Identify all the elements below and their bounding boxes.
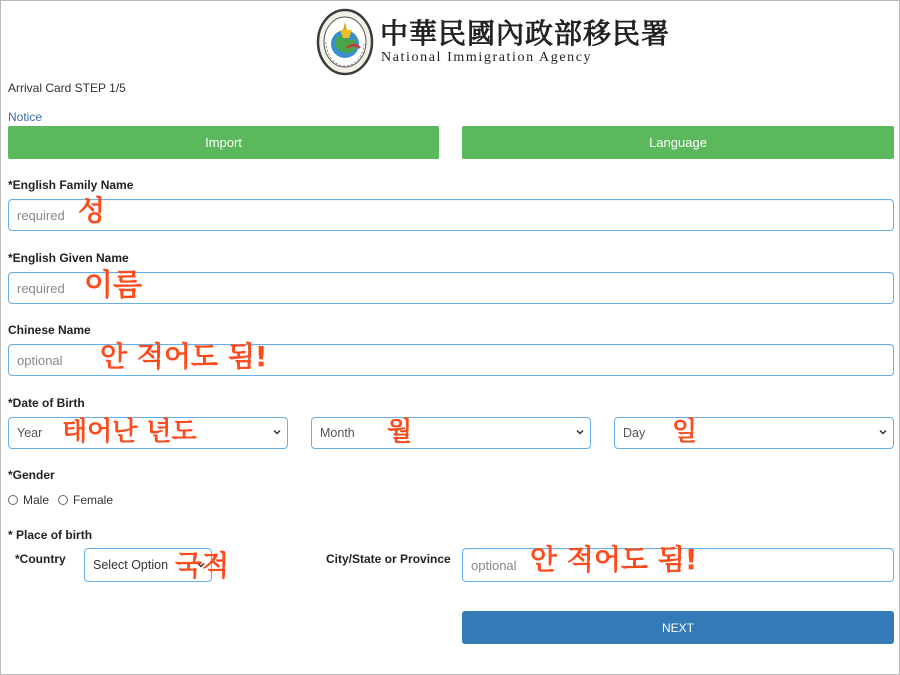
agency-logo-icon <box>316 8 374 76</box>
country-value: Select Option <box>93 558 169 572</box>
dob-label: *Date of Birth <box>8 396 85 410</box>
dob-year-value: Year <box>17 426 43 440</box>
import-button[interactable]: Import <box>8 126 439 159</box>
chevron-down-icon <box>575 427 585 437</box>
family-name-input[interactable] <box>8 194 894 231</box>
language-button[interactable]: Language <box>462 126 894 159</box>
country-annotation: 국적 <box>175 549 230 582</box>
gender-label: *Gender <box>8 468 55 482</box>
family-name-annotation: 성 <box>78 194 106 227</box>
gender-male-label: Male <box>23 493 50 507</box>
gender-male-radio[interactable] <box>8 495 18 505</box>
dob-month-select[interactable] <box>311 417 591 449</box>
chinese-name-annotation: 안 적어도 됨! <box>100 340 268 373</box>
chevron-down-icon <box>272 427 282 437</box>
gender-female-label: Female <box>73 493 114 507</box>
family-name-placeholder: required <box>17 207 65 223</box>
next-button[interactable]: NEXT <box>462 611 894 644</box>
given-name-label: *English Given Name <box>8 251 129 265</box>
dob-day-annotation: 일 <box>672 417 698 447</box>
agency-name-chinese: 中華民國內政部移民署 <box>380 17 671 50</box>
agency-name-english: National Immigration Agency <box>381 50 593 65</box>
chevron-down-icon <box>878 427 888 437</box>
dob-month-annotation: 월 <box>387 417 413 447</box>
given-name-annotation: 이름 <box>84 268 142 303</box>
family-name-label: *English Family Name <box>8 178 134 192</box>
step-title: Arrival Card STEP 1/5 <box>8 81 126 95</box>
dob-day-value: Day <box>623 426 646 440</box>
gender-female-radio[interactable] <box>58 495 68 505</box>
dob-month-value: Month <box>320 426 355 440</box>
dob-day-select[interactable] <box>614 417 894 449</box>
dob-year-annotation: 태어난 년도 <box>62 417 197 447</box>
chinese-name-placeholder: optional <box>17 352 63 368</box>
notice-link[interactable]: Notice <box>8 110 43 124</box>
chinese-name-label: Chinese Name <box>8 323 91 337</box>
city-placeholder: optional <box>471 557 517 573</box>
city-annotation: 안 적어도 됨! <box>530 543 698 576</box>
country-label: *Country <box>15 552 66 566</box>
city-label: City/State or Province <box>326 552 451 566</box>
given-name-placeholder: required <box>17 280 65 296</box>
place-of-birth-label: * Place of birth <box>8 528 93 542</box>
